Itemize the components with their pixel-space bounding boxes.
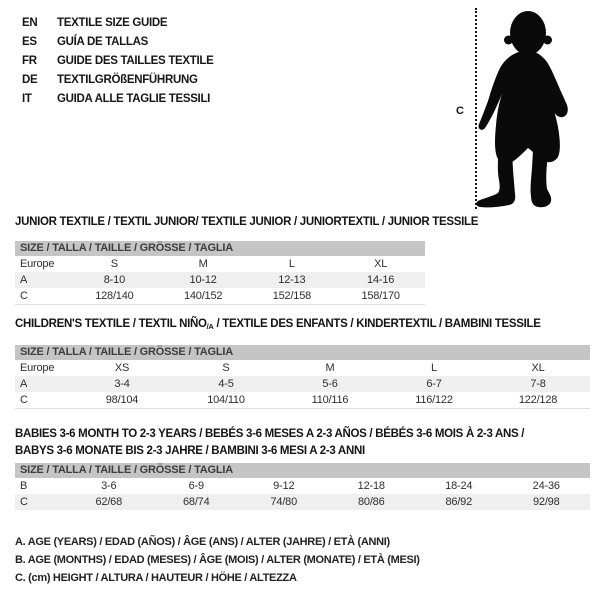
baby-silhouette-icon xyxy=(455,0,600,215)
table-cell: 5-6 xyxy=(322,378,338,390)
language-row-fr xyxy=(22,51,214,70)
table-row-age xyxy=(15,376,590,392)
babies-title-line1: BABIES 3-6 MONTH TO 2-3 YEARS / BEBÉS 3-6 MESES A 2-3 AÑOS / BÉBÉS 3-6 MOIS À 2-3 ANS / xyxy=(15,428,525,440)
table-row-age xyxy=(15,272,425,288)
children-size-header-bar: SIZE / TALLA / TAILLE / GRÖSSE / TAGLIA xyxy=(15,345,590,360)
table-cell: S xyxy=(222,362,230,374)
row-label: A xyxy=(20,274,28,286)
language-title: GUIDA ALLE TAGLIE TESSILI xyxy=(57,92,211,105)
babies-size-header-bar: SIZE / TALLA / TAILLE / GRÖSSE / TAGLIA xyxy=(15,463,590,478)
language-row-de xyxy=(22,70,214,89)
table-cell: 4-5 xyxy=(218,378,234,390)
row-label: A xyxy=(20,378,28,390)
table-cell: 10-12 xyxy=(189,274,217,286)
table-cell: 12-18 xyxy=(357,480,385,492)
children-section-title xyxy=(15,318,541,331)
language-title: TEXTILGRÖßENFÜHRUNG xyxy=(57,73,198,86)
table-cell: 152/158 xyxy=(272,290,312,302)
table-cell: 3-4 xyxy=(114,378,130,390)
language-code: ES xyxy=(22,35,37,48)
babies-size-table xyxy=(15,463,590,510)
table-cell: L xyxy=(288,258,295,270)
table-cell: XL xyxy=(531,362,545,374)
table-cell: 18-24 xyxy=(445,480,473,492)
table-cell: 14-16 xyxy=(367,274,395,286)
children-title-text: / TEXTILE DES ENFANTS / KINDERTEXTIL / BAMBINI TESSILE xyxy=(213,318,541,330)
table-cell: 128/140 xyxy=(95,290,134,302)
table-row-height xyxy=(15,288,425,304)
language-list xyxy=(22,13,214,108)
table-cell: 24-36 xyxy=(532,480,560,492)
table-row-europe xyxy=(15,360,590,376)
table-cell: 110/116 xyxy=(311,394,349,406)
table-cell: 6-7 xyxy=(426,378,442,390)
language-code: EN xyxy=(22,16,38,29)
children-title-subscript: /A xyxy=(206,322,214,331)
table-cell: 86/92 xyxy=(445,496,473,508)
junior-section-title: JUNIOR TEXTILE / TEXTIL JUNIOR/ TEXTILE JUNIOR / JUNIORTEXTIL / JUNIOR TESSILE xyxy=(15,216,479,228)
table-row-age-months xyxy=(15,478,590,494)
table-row-europe xyxy=(15,256,425,272)
table-cell: 92/98 xyxy=(532,496,560,508)
language-title: TEXTILE SIZE GUIDE xyxy=(57,16,168,29)
language-code: FR xyxy=(22,54,37,67)
row-label: Europe xyxy=(20,362,55,374)
table-cell: 6-9 xyxy=(188,480,204,492)
language-code: DE xyxy=(22,73,38,86)
row-label: Europe xyxy=(20,258,55,270)
row-label: C xyxy=(20,290,28,302)
table-row-height xyxy=(15,494,590,510)
height-measure-label: C xyxy=(456,105,464,117)
legend-line-a: A. AGE (YEARS) / EDAD (AÑOS) / ÂGE (ANS) / ALTER (JAHRE) / ETÀ (ANNI) xyxy=(15,536,390,548)
junior-size-header-bar: SIZE / TALLA / TAILLE / GRÖSSE / TAGLIA xyxy=(15,241,425,256)
table-cell: 8-10 xyxy=(103,274,125,286)
children-size-table xyxy=(15,345,590,409)
legend-line-b: B. AGE (MONTHS) / EDAD (MESES) / ÂGE (MOIS) / ALTER (MONATE) / ETÀ (MESI) xyxy=(15,554,420,566)
row-label: B xyxy=(20,480,28,492)
babies-title-line2: BABYS 3-6 MONATE BIS 2-3 JAHRE / BAMBINI 3-6 MESI A 2-3 ANNI xyxy=(15,445,365,457)
table-cell: S xyxy=(110,258,118,270)
table-cell: 74/80 xyxy=(270,496,298,508)
table-cell: M xyxy=(325,362,335,374)
table-cell: XL xyxy=(374,258,388,270)
babies-section-title xyxy=(15,426,590,460)
language-code: IT xyxy=(22,92,32,105)
table-cell: 158/170 xyxy=(361,290,400,302)
table-cell: 9-12 xyxy=(273,480,295,492)
table-cell: 140/152 xyxy=(183,290,223,302)
table-cell: 98/104 xyxy=(105,394,139,406)
table-cell: 116/122 xyxy=(415,394,453,406)
language-row-it xyxy=(22,89,214,108)
table-cell: L xyxy=(431,362,437,374)
table-cell: 68/74 xyxy=(182,496,210,508)
junior-size-table xyxy=(15,241,425,305)
baby-height-figure xyxy=(455,0,600,215)
language-row-es xyxy=(22,32,214,51)
table-cell: 104/110 xyxy=(207,394,245,406)
table-cell: 7-8 xyxy=(530,378,546,390)
table-cell: XS xyxy=(114,362,130,374)
table-cell: 80/86 xyxy=(357,496,385,508)
row-label: C xyxy=(20,496,28,508)
children-title-text: CHILDREN'S TEXTILE / TEXTIL NIÑO xyxy=(15,318,207,330)
language-row-en xyxy=(22,13,214,32)
table-row-height xyxy=(15,392,590,408)
table-cell: 62/68 xyxy=(95,496,123,508)
table-cell: 122/128 xyxy=(518,394,558,406)
table-cell: M xyxy=(198,258,208,270)
language-title: GUIDE DES TAILLES TEXTILE xyxy=(57,54,214,67)
table-cell: 3-6 xyxy=(101,480,117,492)
legend-line-c: C. (cm) HEIGHT / ALTURA / HAUTEUR / HÖHE / ALTEZZA xyxy=(15,572,297,584)
language-title: GUÍA DE TALLAS xyxy=(57,35,148,48)
row-label: C xyxy=(20,394,28,406)
measurement-legend xyxy=(15,533,420,587)
table-cell: 12-13 xyxy=(278,274,306,286)
